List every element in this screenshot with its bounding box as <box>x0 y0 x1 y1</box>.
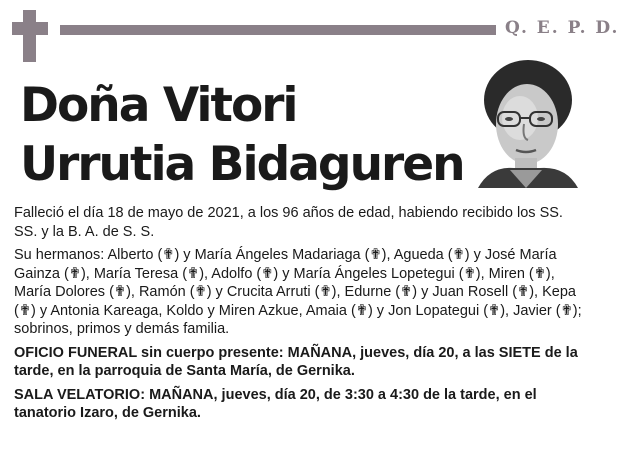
death-notice-paragraph: Falleció el día 18 de mayo de 2021, a los 96 años de edad, habiendo recibido los SS. SS. y la B. A. de S. S. <box>14 205 563 240</box>
obituary-body <box>14 204 588 428</box>
header-divider-bar <box>60 25 496 35</box>
deceased-name-first: Doña Vitori <box>20 78 297 133</box>
funeral-paragraph: OFICIO FUNERAL sin cuerpo presente: MAÑANA, jueves, día 20, a las SIETE de la tarde, en la parroquia de Santa María, de Gernika. <box>14 344 578 379</box>
qepd-label: Q. E. P. D. <box>505 18 619 38</box>
family-paragraph: Su hermanos: Alberto (✟) y María Ángeles Madariaga (✟), Agueda (✟) y José María Gainza (✟), María Teresa (✟), Adolfo (✟) y María Ángeles Lopetegui (✟), Miren (✟), María Dolores (✟), Ramón (✟) y Crucita Arruti (✟), Edurne (✟) y Juan Rosell (✟), Kepa (✟) y Antonia Kareaga, Koldo y Miren Azkue, Amaia (✟) y Jon Lopategui (✟), Javier (✟); sobrinos, primos y demás familia. <box>14 247 582 337</box>
cross-horizontal-bar <box>12 22 48 35</box>
deceased-name-surnames: Urrutia Bidaguren <box>20 137 464 192</box>
cross-vertical-bar <box>23 10 36 62</box>
deceased-portrait-photo <box>470 58 582 188</box>
wake-paragraph: SALA VELATORIO: MAÑANA, jueves, día 20, de 3:30 a 4:30 de la tarde, en el tanatorio Izaro, de Gernika. <box>14 386 537 421</box>
